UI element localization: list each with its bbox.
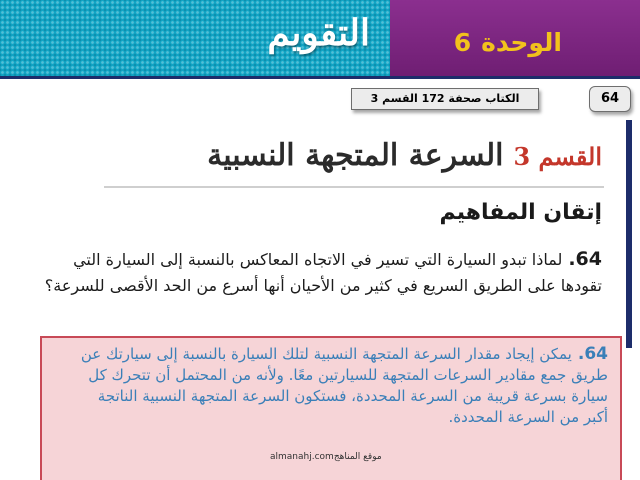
question-text: لماذا تبدو السيارة التي تسير في الاتجاه المعاكس بالنسبة إلى السيارة التي تقودها على الطريق السريع في كثير من الأحيان أنها أسرع من الحد الأقصى للسرعة؟ bbox=[44, 250, 602, 295]
lesson-label: القسم 3 bbox=[513, 142, 602, 171]
header-divider bbox=[0, 76, 640, 79]
section-title: التقويم bbox=[267, 12, 370, 54]
answer-block bbox=[74, 344, 608, 428]
unit-label: الوحدة bbox=[481, 28, 562, 57]
answer-text: يمكن إيجاد مقدار السرعة المتجهة النسبية لتلك السيارة بالنسبة إلى سيارتك عن طريق جمع مقادير السرعات المتجهة للسيارتين معًا. ولأنه من المحتمل أن تتحرك كل سيارة بسرعة قريبة من السرعة المحددة، فستكون السرعة المتجهة النسبية الناتجة أكبر من السرعة المحددة. bbox=[80, 345, 608, 426]
section-banner bbox=[0, 0, 390, 76]
page-number-badge: 64 bbox=[589, 86, 631, 112]
watermark: almanahj.comموقع المناهج bbox=[270, 452, 382, 462]
answer-panel bbox=[40, 336, 622, 480]
page-edge-stripe bbox=[626, 120, 632, 348]
book-reference-label: الكتاب صحفة 172 القسم 3 bbox=[351, 88, 539, 110]
header-band bbox=[0, 0, 640, 76]
question-block bbox=[37, 246, 602, 299]
lesson-title: السرعة المتجهة النسبية bbox=[207, 138, 504, 173]
heading-divider bbox=[104, 186, 604, 188]
unit-title bbox=[454, 28, 562, 57]
lesson-heading bbox=[207, 138, 602, 173]
question-number: 64. bbox=[568, 248, 602, 270]
mastery-heading: إتقان المفاهيم bbox=[439, 200, 602, 225]
answer-number: 64. bbox=[577, 344, 608, 364]
unit-banner bbox=[390, 0, 640, 76]
unit-number: 6 bbox=[453, 28, 472, 57]
